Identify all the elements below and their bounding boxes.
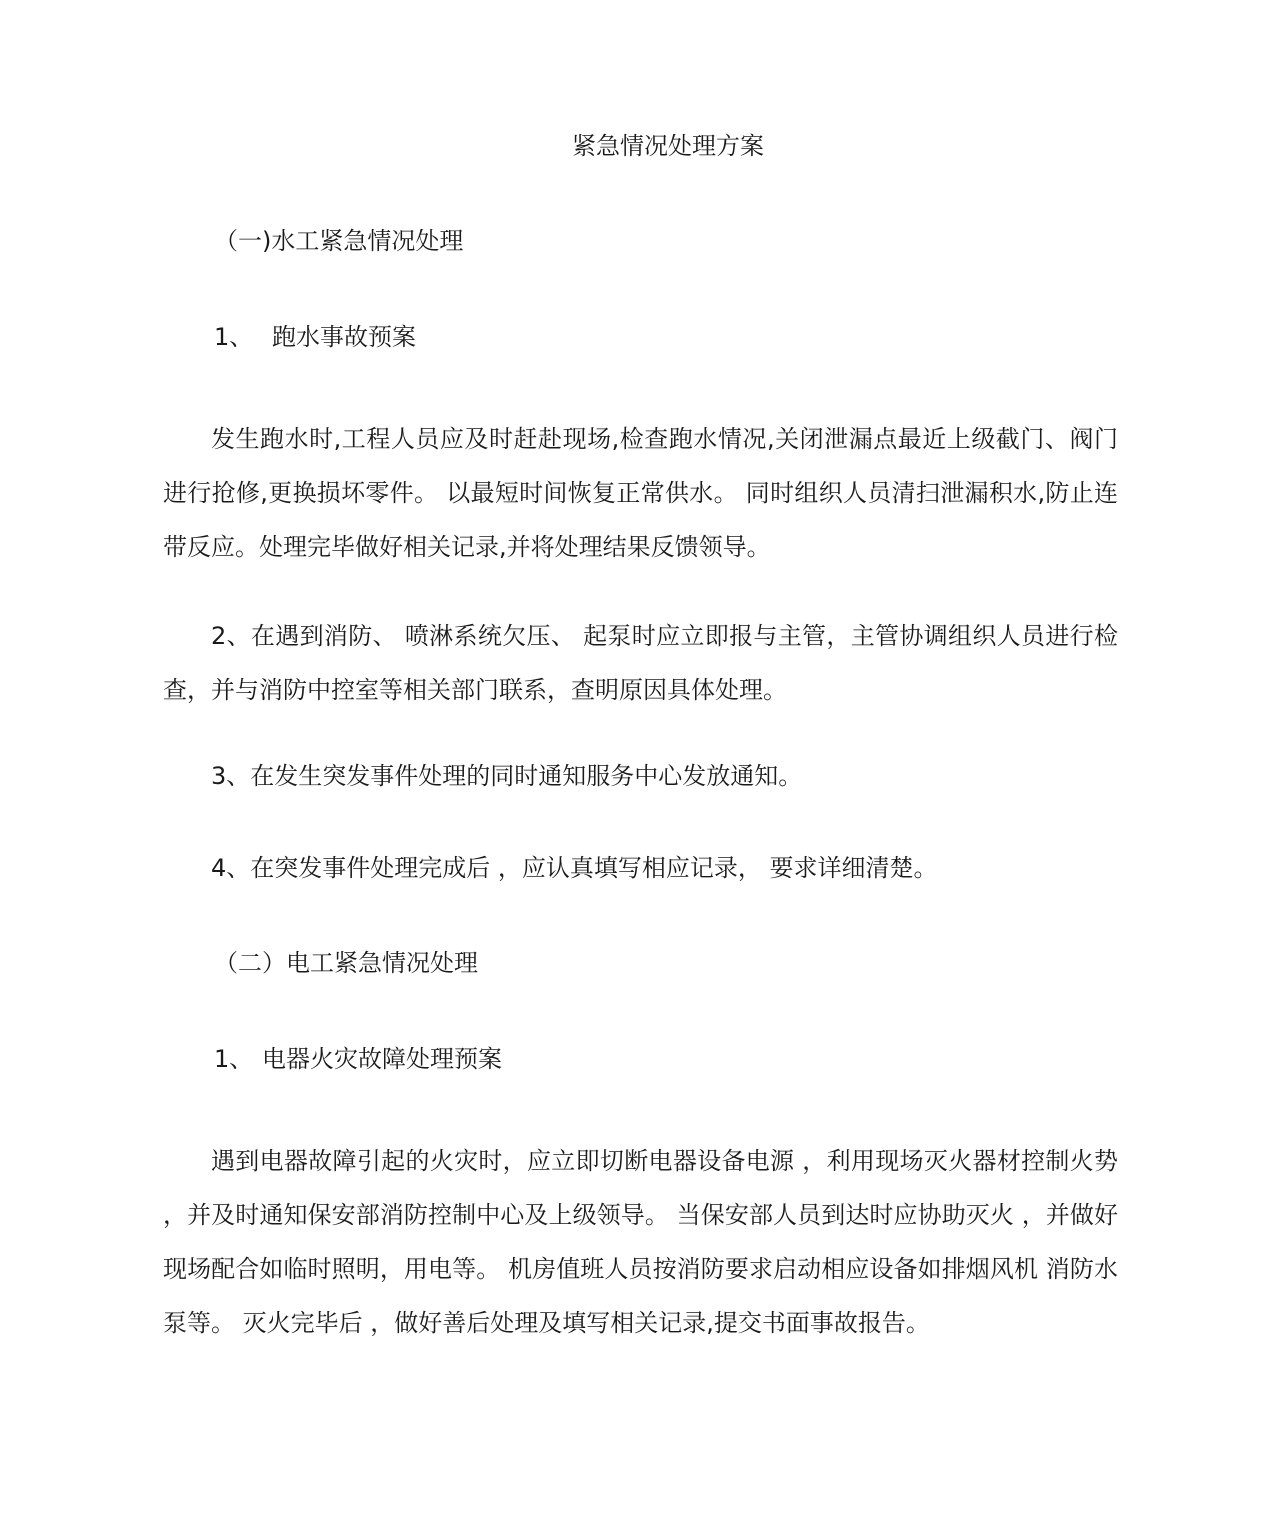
subheading-water-leak (214, 321, 416, 353)
subheading-text: 跑水事故预案 (272, 323, 416, 351)
subheading-text: 电器火灾故障处理预案 (262, 1045, 502, 1073)
document-title: 紧急情况处理方案 (572, 132, 764, 160)
paragraph-water-leak: 发生跑水时,工程人员应及时赶赴现场,检查跑水情况,关闭泄漏点最近上级截门、阀门进行抢修,更换损坏零件。 以最短时间恢复正常供水。 同时组织人员清扫泄漏积水,防止连带反应。处理完毕做好相关记录,并将处理结果反馈领导。 (163, 425, 1118, 561)
paragraph-notify: 3、在发生突发事件处理的同时通知服务中心发放通知。 (211, 762, 803, 790)
paragraph-electric-fire: 遇到电器故障引起的火灾时，应立即切断电器设备电源 ，利用现场灭火器材控制火势 ，并及时通知保安部消防控制中心及上级领导。 当保安部人员到达时应协助灭火 ，并做好现场配合如临时照明，用电等。 机房值班人员按消防要求启动相应设备如排烟风机 消防水泵等。 灭火完毕后 ，做好善后处理及填写相关记录,提交书面事故报告。 (163, 1147, 1118, 1337)
section-heading-electric: （二）电工紧急情况处理 (214, 949, 478, 977)
paragraph-fire-pressure: 2、在遇到消防、 喷淋系统欠压、 起泵时应立即报与主管，主管协调组织人员进行检查，并与消防中控室等相关部门联系，查明原因具体处理。 (163, 622, 1118, 704)
section-heading-water: （一)水工紧急情况处理 (214, 227, 464, 255)
subheading-electric-fire (214, 1043, 502, 1075)
paragraph-record: 4、在突发事件处理完成后 ，应认真填写相应记录， 要求详细清楚。 (211, 854, 938, 882)
subheading-number: 1、 (214, 323, 254, 351)
subheading-number: 1、 (214, 1045, 254, 1073)
